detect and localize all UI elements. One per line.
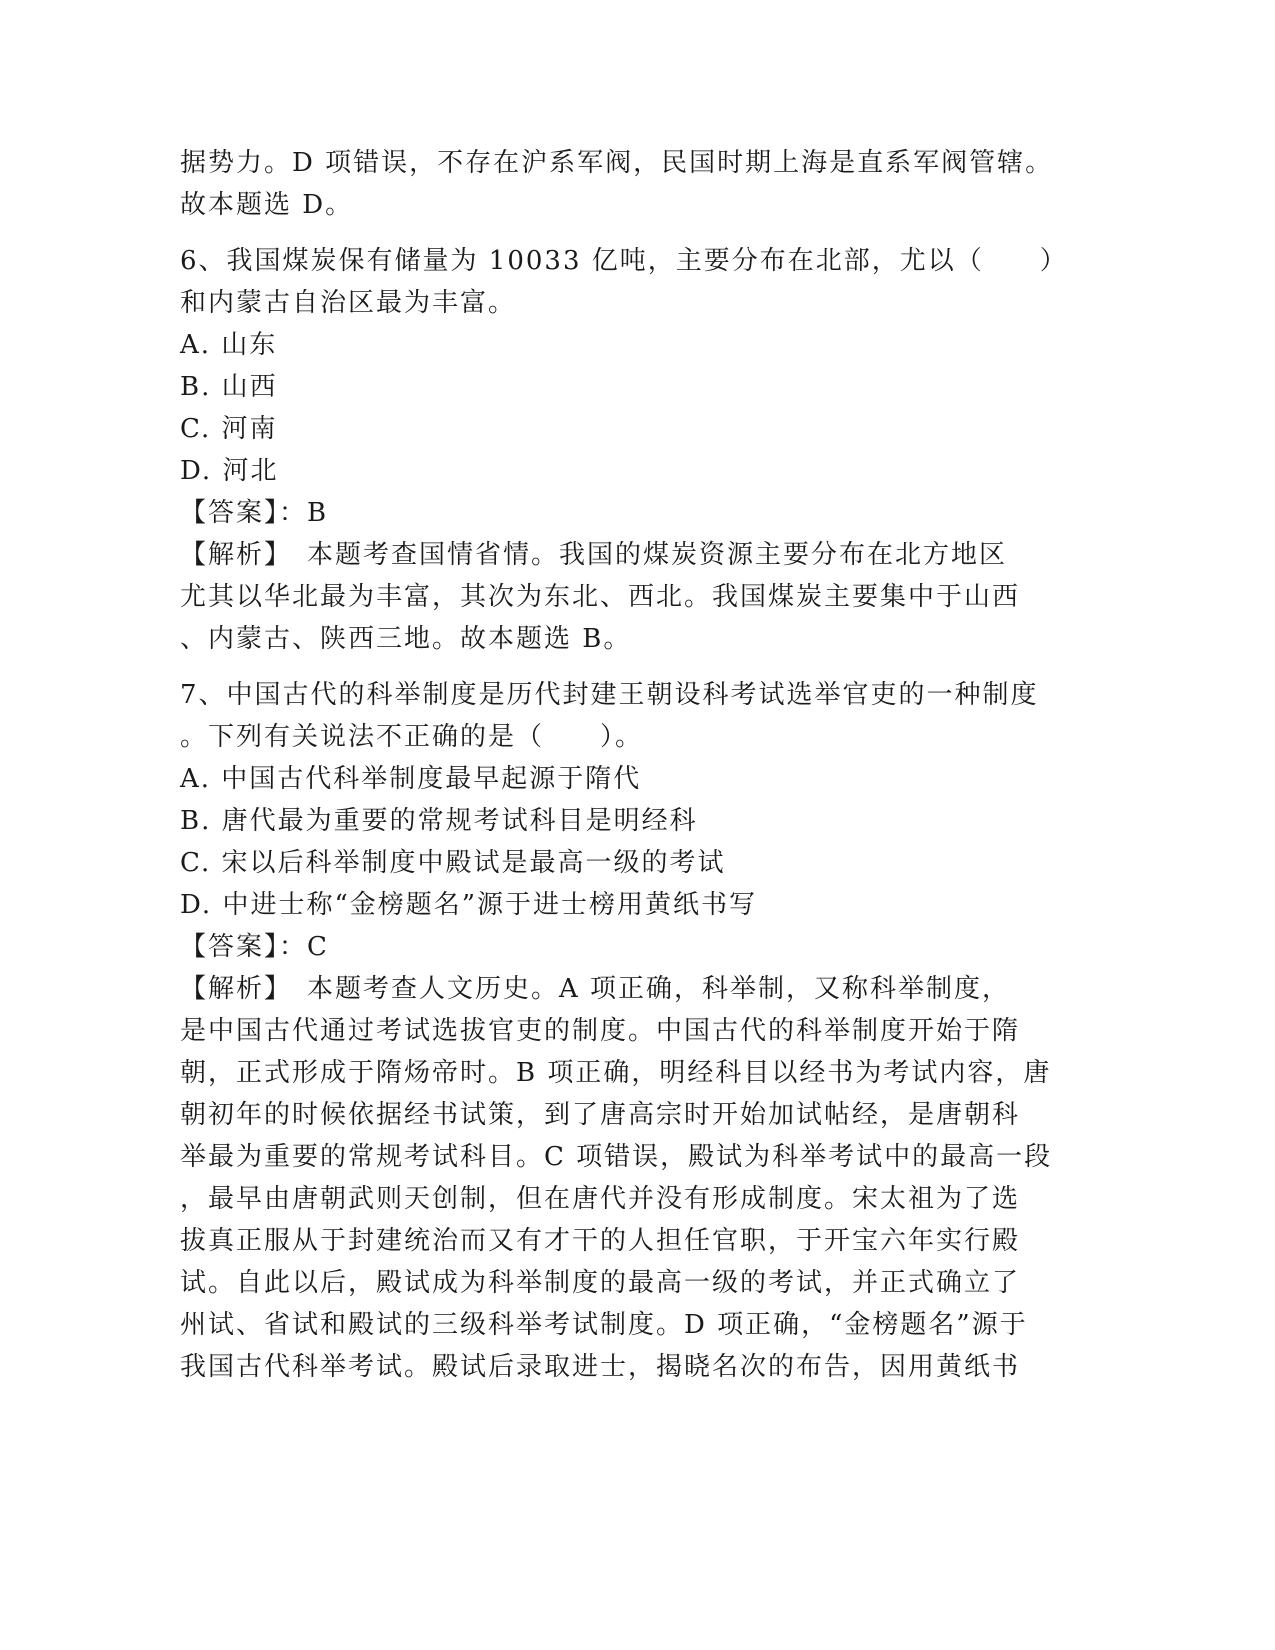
analysis-line: 【解析】 本题考查人文历史。A 项正确，科举制，又称科举制度，: [180, 974, 1011, 1004]
text-line: 故本题选 D。: [180, 190, 354, 220]
answer-line: 【答案】：C: [180, 932, 329, 962]
option-b: B. 唐代最为重要的常规考试科目是明经科: [180, 806, 698, 836]
analysis-line: 尤其以华北最为丰富，其次为东北、西北。我国煤炭主要集中于山西: [180, 582, 1021, 612]
analysis-line: 州试、省试和殿试的三级科举考试制度。D 项正确，“金榜题名”源于: [180, 1310, 1028, 1340]
option-a: A. 中国古代科举制度最早起源于隋代: [180, 764, 642, 794]
option-d: D. 中进士称“金榜题名”源于进士榜用黄纸书写: [180, 890, 758, 920]
analysis-line: 朝，正式形成于隋炀帝时。B 项正确，明经科目以经书为考试内容，唐: [180, 1058, 1052, 1088]
option-c: C. 宋以后科举制度中殿试是最高一级的考试: [180, 848, 726, 878]
question-7: [180, 674, 1060, 1388]
option-b: B. 山西: [180, 372, 278, 402]
analysis-line: 是中国古代通过考试选拔官吏的制度。中国古代的科举制度开始于隋: [180, 1016, 1021, 1046]
answer-line: 【答案】：B: [180, 498, 329, 528]
analysis-line: 拔真正服从于封建统治而又有才干的人担任官职，于开宝六年实行殿: [180, 1226, 1021, 1256]
document-page: [180, 142, 1068, 1388]
question-stem: 6、我国煤炭保有储量为 10033 亿吨，主要分布在北部，尤以（ ）: [180, 246, 1068, 276]
question-stem: 7、中国古代的科举制度是历代封建王朝设科考试选举官吏的一种制度: [180, 680, 1039, 710]
analysis-line: 【解析】 本题考查国情省情。我国的煤炭资源主要分布在北方地区: [180, 540, 1008, 570]
analysis-line: 试。自此以后，殿试成为科举制度的最高一级的考试，并正式确立了: [180, 1268, 1021, 1298]
analysis-line: 我国古代科举考试。殿试后录取进士，揭晓名次的布告，因用黄纸书: [180, 1352, 1021, 1382]
question-6: [180, 240, 1068, 660]
analysis-line: 举最为重要的常规考试科目。C 项错误，殿试为科举考试中的最高一段: [180, 1142, 1053, 1172]
previous-analysis-continuation: [180, 142, 1060, 226]
question-stem: 。下列有关说法不正确的是（ ）。: [180, 722, 644, 752]
option-d: D. 河北: [180, 456, 279, 486]
option-c: C. 河南: [180, 414, 278, 444]
option-a: A. 山东: [180, 330, 278, 360]
analysis-line: 、内蒙古、陕西三地。故本题选 B。: [180, 624, 632, 654]
question-stem: 和内蒙古自治区最为丰富。: [180, 288, 517, 318]
analysis-line: 朝初年的时候依据经书试策，到了唐高宗时开始加试帖经，是唐朝科: [180, 1100, 1021, 1130]
analysis-line: ，最早由唐朝武则天创制，但在唐代并没有形成制度。宋太祖为了选: [180, 1184, 1021, 1214]
text-line: 据势力。D 项错误，不存在沪系军阀，民国时期上海是直系军阀管辖。: [180, 148, 1054, 178]
